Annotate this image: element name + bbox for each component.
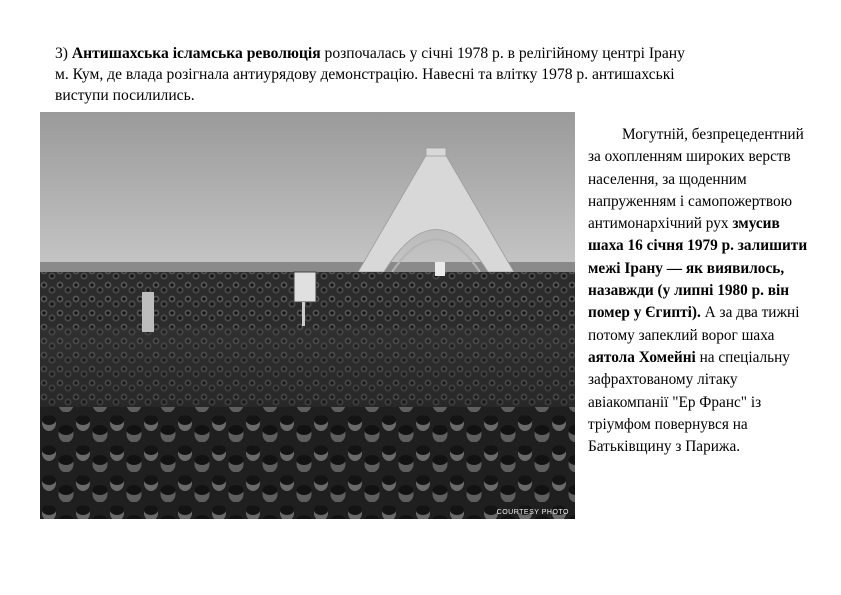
revolution-photo	[40, 112, 575, 519]
intro-term: Антишахська ісламська революція	[71, 45, 321, 62]
intro-paragraph	[55, 43, 795, 106]
intro-line2: м. Кум, де влада розігнала антиурядову демонстрацію. Навесні та влітку 1978 р. антишахські	[55, 66, 675, 83]
intro-line1: розпочалась у січні 1978 р. в релігійному центрі Ірану	[320, 45, 685, 62]
photo-illustration	[40, 112, 575, 519]
intro-line3: виступи посилились.	[55, 87, 195, 104]
placard	[294, 272, 316, 302]
photo-credit: COURTESY PHOTO	[496, 509, 569, 516]
side-text-bold1: змусив шаха 16 січня 1979 р. залишити межі Ірану — як виявилось, назавжди (у липні 1980 р. він помер у Єгипті).	[588, 215, 808, 322]
side-text-bold2: аятола Хомейні	[588, 348, 696, 366]
side-text-part4: на спеціальну зафрахтованому літаку авіакомпанії "Ер Франс" із тріумфом повернувся на Батьківщину з Парижа.	[588, 348, 790, 456]
side-first-word: Могутній,	[622, 126, 688, 143]
side-text-part1: безпрецедентний за охопленням широких верств населення, за щоденним напруженням і самопожертвою антимонархічний рух	[588, 126, 804, 233]
crowd-near	[40, 407, 575, 519]
placard	[142, 292, 154, 332]
side-text-part3: А за два тижні потому запеклий ворог шаха	[588, 304, 800, 344]
side-text	[588, 124, 808, 458]
intro-prefix: 3)	[55, 45, 72, 62]
